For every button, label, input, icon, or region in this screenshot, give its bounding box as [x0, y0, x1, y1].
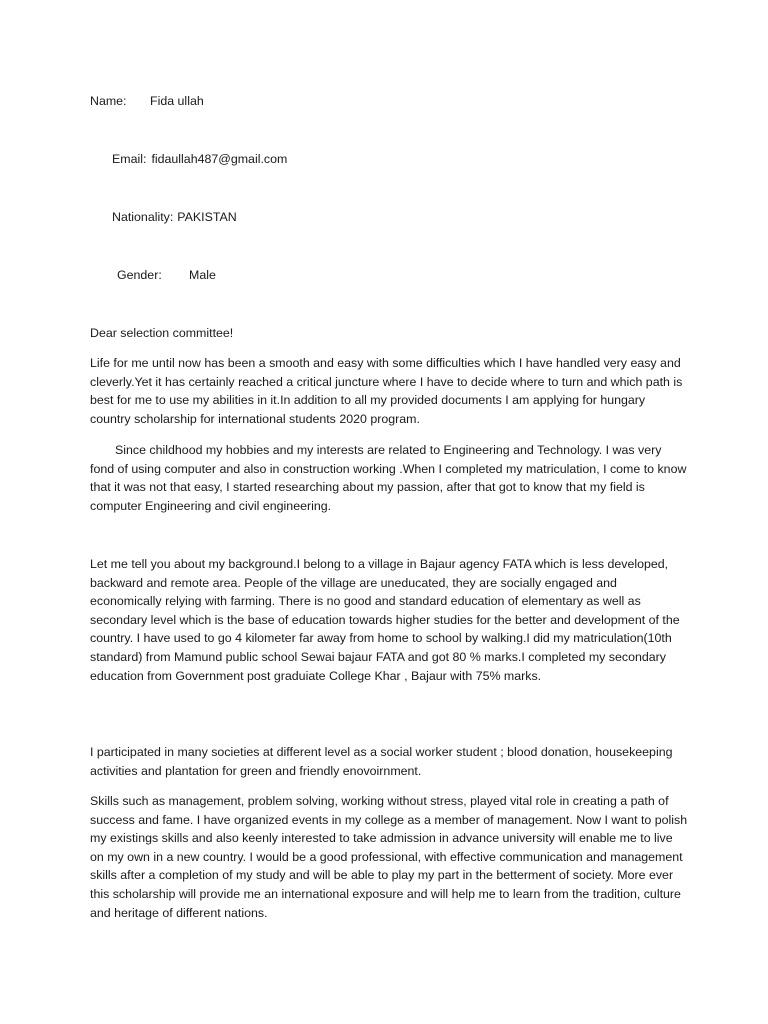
paragraph-intro: Life for me until now has been a smooth and easy with some difficulties which I have handled very easy and cleverly.Yet it has certainly reached a critical juncture where I have to decide where to turn and which path is best for me to use my abilities in it.In addition to all my provided documents I am applying for hungary country scholarship for international students 2020 program. [90, 356, 683, 426]
name-field [90, 94, 204, 109]
gender-label: Gender: [117, 268, 162, 282]
paragraph-societies: I participated in many societies at different level as a social worker student ; blood donation, housekeeping activities and plantation for green and friendly enovoirnment. [90, 745, 673, 778]
paragraph-interests: Since childhood my hobbies and my interests are related to Engineering and Technology. I was very fond of using computer and also in construction working .When I completed my matriculation, I come to know that it was not that easy, I started researching about my passion, after that got to know that my field is computer Engineering and civil engineering. [90, 443, 687, 513]
nationality-value: PAKISTAN [177, 210, 237, 224]
name-value: Fida ullah [150, 94, 204, 108]
gender-field [117, 268, 216, 283]
email-label: Email: [112, 152, 147, 166]
paragraph-skills: Skills such as management, problem solving, working without stress, played vital role in creating a path of success and fame. I have organized events in my college as a member of management. Now I want to polish my existings skills and also keenly interested to take admission in advance university will enable me to live on my own in a new country. I would be a good professional, with effective communication and management skills after a completion of my study and will be able to play my part in the betterment of society. More ever this scholarship will provide me an international exposure and will help me to learn from the tradition, culture and heritage of different nations. [90, 794, 688, 920]
paragraph-background: Let me tell you about my background.I belong to a village in Bajaur agency FATA which is less developed, backward and remote area. People of the village are uneducated, they are socially engaged and economically relying with farming. There is no good and standard education of elementary as well as secondary level which is the base of education towards higher studies for the better and development of the country. I have used to go 4 kilometer far away from home to school by walking.I did my matriculation(10th standard) from Mamund public school Sewai bajaur FATA and got 80 % marks.I completed my secondary education from Government post graduiate College Khar , Bajaur with 75% marks. [90, 557, 680, 683]
salutation: Dear selection committee! [90, 326, 234, 340]
name-label: Name: [90, 94, 127, 108]
email-value: fidaullah487@gmail.com [151, 152, 288, 166]
nationality-label: Nationality: [112, 210, 174, 224]
nationality-field [112, 210, 237, 225]
gender-value: Male [189, 268, 216, 282]
email-field [112, 152, 287, 167]
